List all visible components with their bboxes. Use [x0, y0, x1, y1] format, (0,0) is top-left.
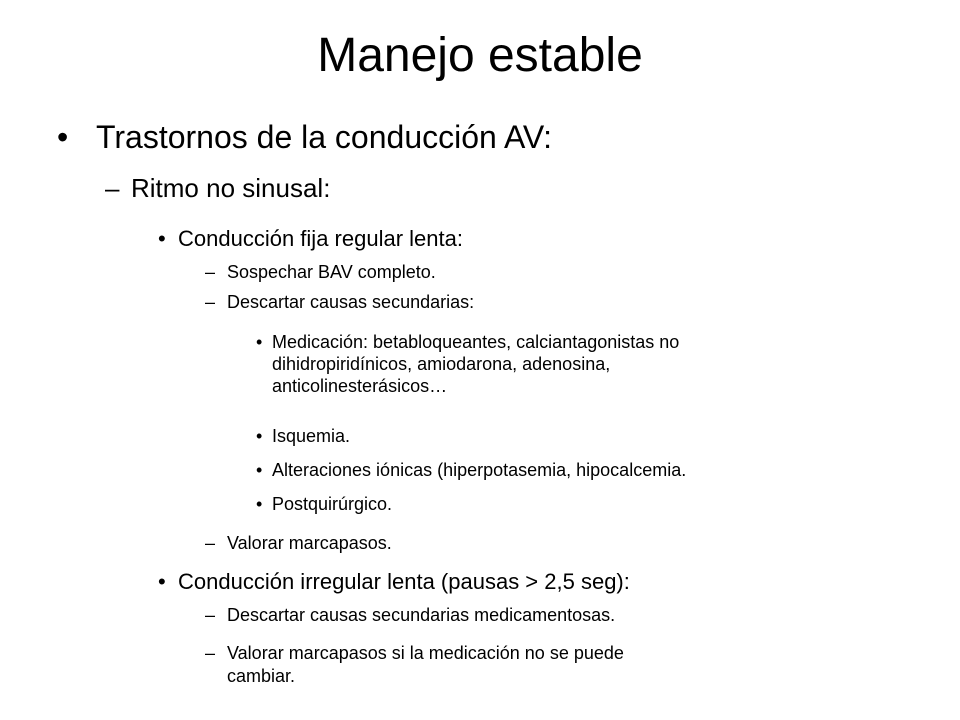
bullet-marker: •: [256, 460, 263, 480]
dash-marker: –: [205, 292, 216, 312]
bullet-marker: •: [256, 494, 263, 514]
bullet-medicacion-line-2: dihidropiridínicos, amiodarona, adenosina,: [272, 354, 611, 374]
dash-sospechar-text: Sospechar BAV completo.: [227, 262, 436, 282]
bullet-medicacion-line-1: Medicación: betabloqueantes, calciantagonistas no: [272, 332, 680, 352]
dash-descartar-text: Descartar causas secundarias:: [227, 292, 475, 312]
dash-descartar-med-text: Descartar causas secundarias medicamentosas.: [227, 605, 616, 625]
bullet-postquirurgico-text: Postquirúrgico.: [272, 494, 393, 514]
bullet-irregular-text: Conducción irregular lenta (pausas > 2,5 seg):: [178, 569, 630, 594]
dash-marker: –: [105, 173, 120, 203]
bullet-marker: •: [158, 569, 166, 594]
bullet-medicacion-line-3: anticolinesterásicos…: [272, 376, 448, 396]
dash-marker: –: [205, 643, 216, 663]
dash-valorar-marcapasos-text: Valorar marcapasos.: [227, 533, 392, 553]
bullet-alteraciones-text: Alteraciones iónicas (hiperpotasemia, hipocalcemia.: [272, 460, 687, 480]
bullet-isquemia-text: Isquemia.: [272, 426, 351, 446]
bullet-marker: •: [256, 332, 263, 352]
dash-valorar-med-line-1: Valorar marcapasos si la medicación no se puede: [227, 643, 624, 663]
dash-marker: –: [205, 533, 216, 553]
dash-marker: –: [205, 262, 216, 282]
dash-ritmo-text: Ritmo no sinusal:: [131, 173, 331, 203]
bullet-marker: •: [256, 426, 263, 446]
dash-marker: –: [205, 605, 216, 625]
bullet-marker: •: [158, 226, 166, 251]
bullet-trastornos-text: Trastornos de la conducción AV:: [96, 119, 552, 155]
dash-valorar-med-line-2: cambiar.: [227, 666, 296, 686]
slide-title: Manejo estable: [317, 29, 643, 82]
bullet-fija-text: Conducción fija regular lenta:: [178, 226, 463, 251]
bullet-marker: •: [57, 119, 69, 155]
